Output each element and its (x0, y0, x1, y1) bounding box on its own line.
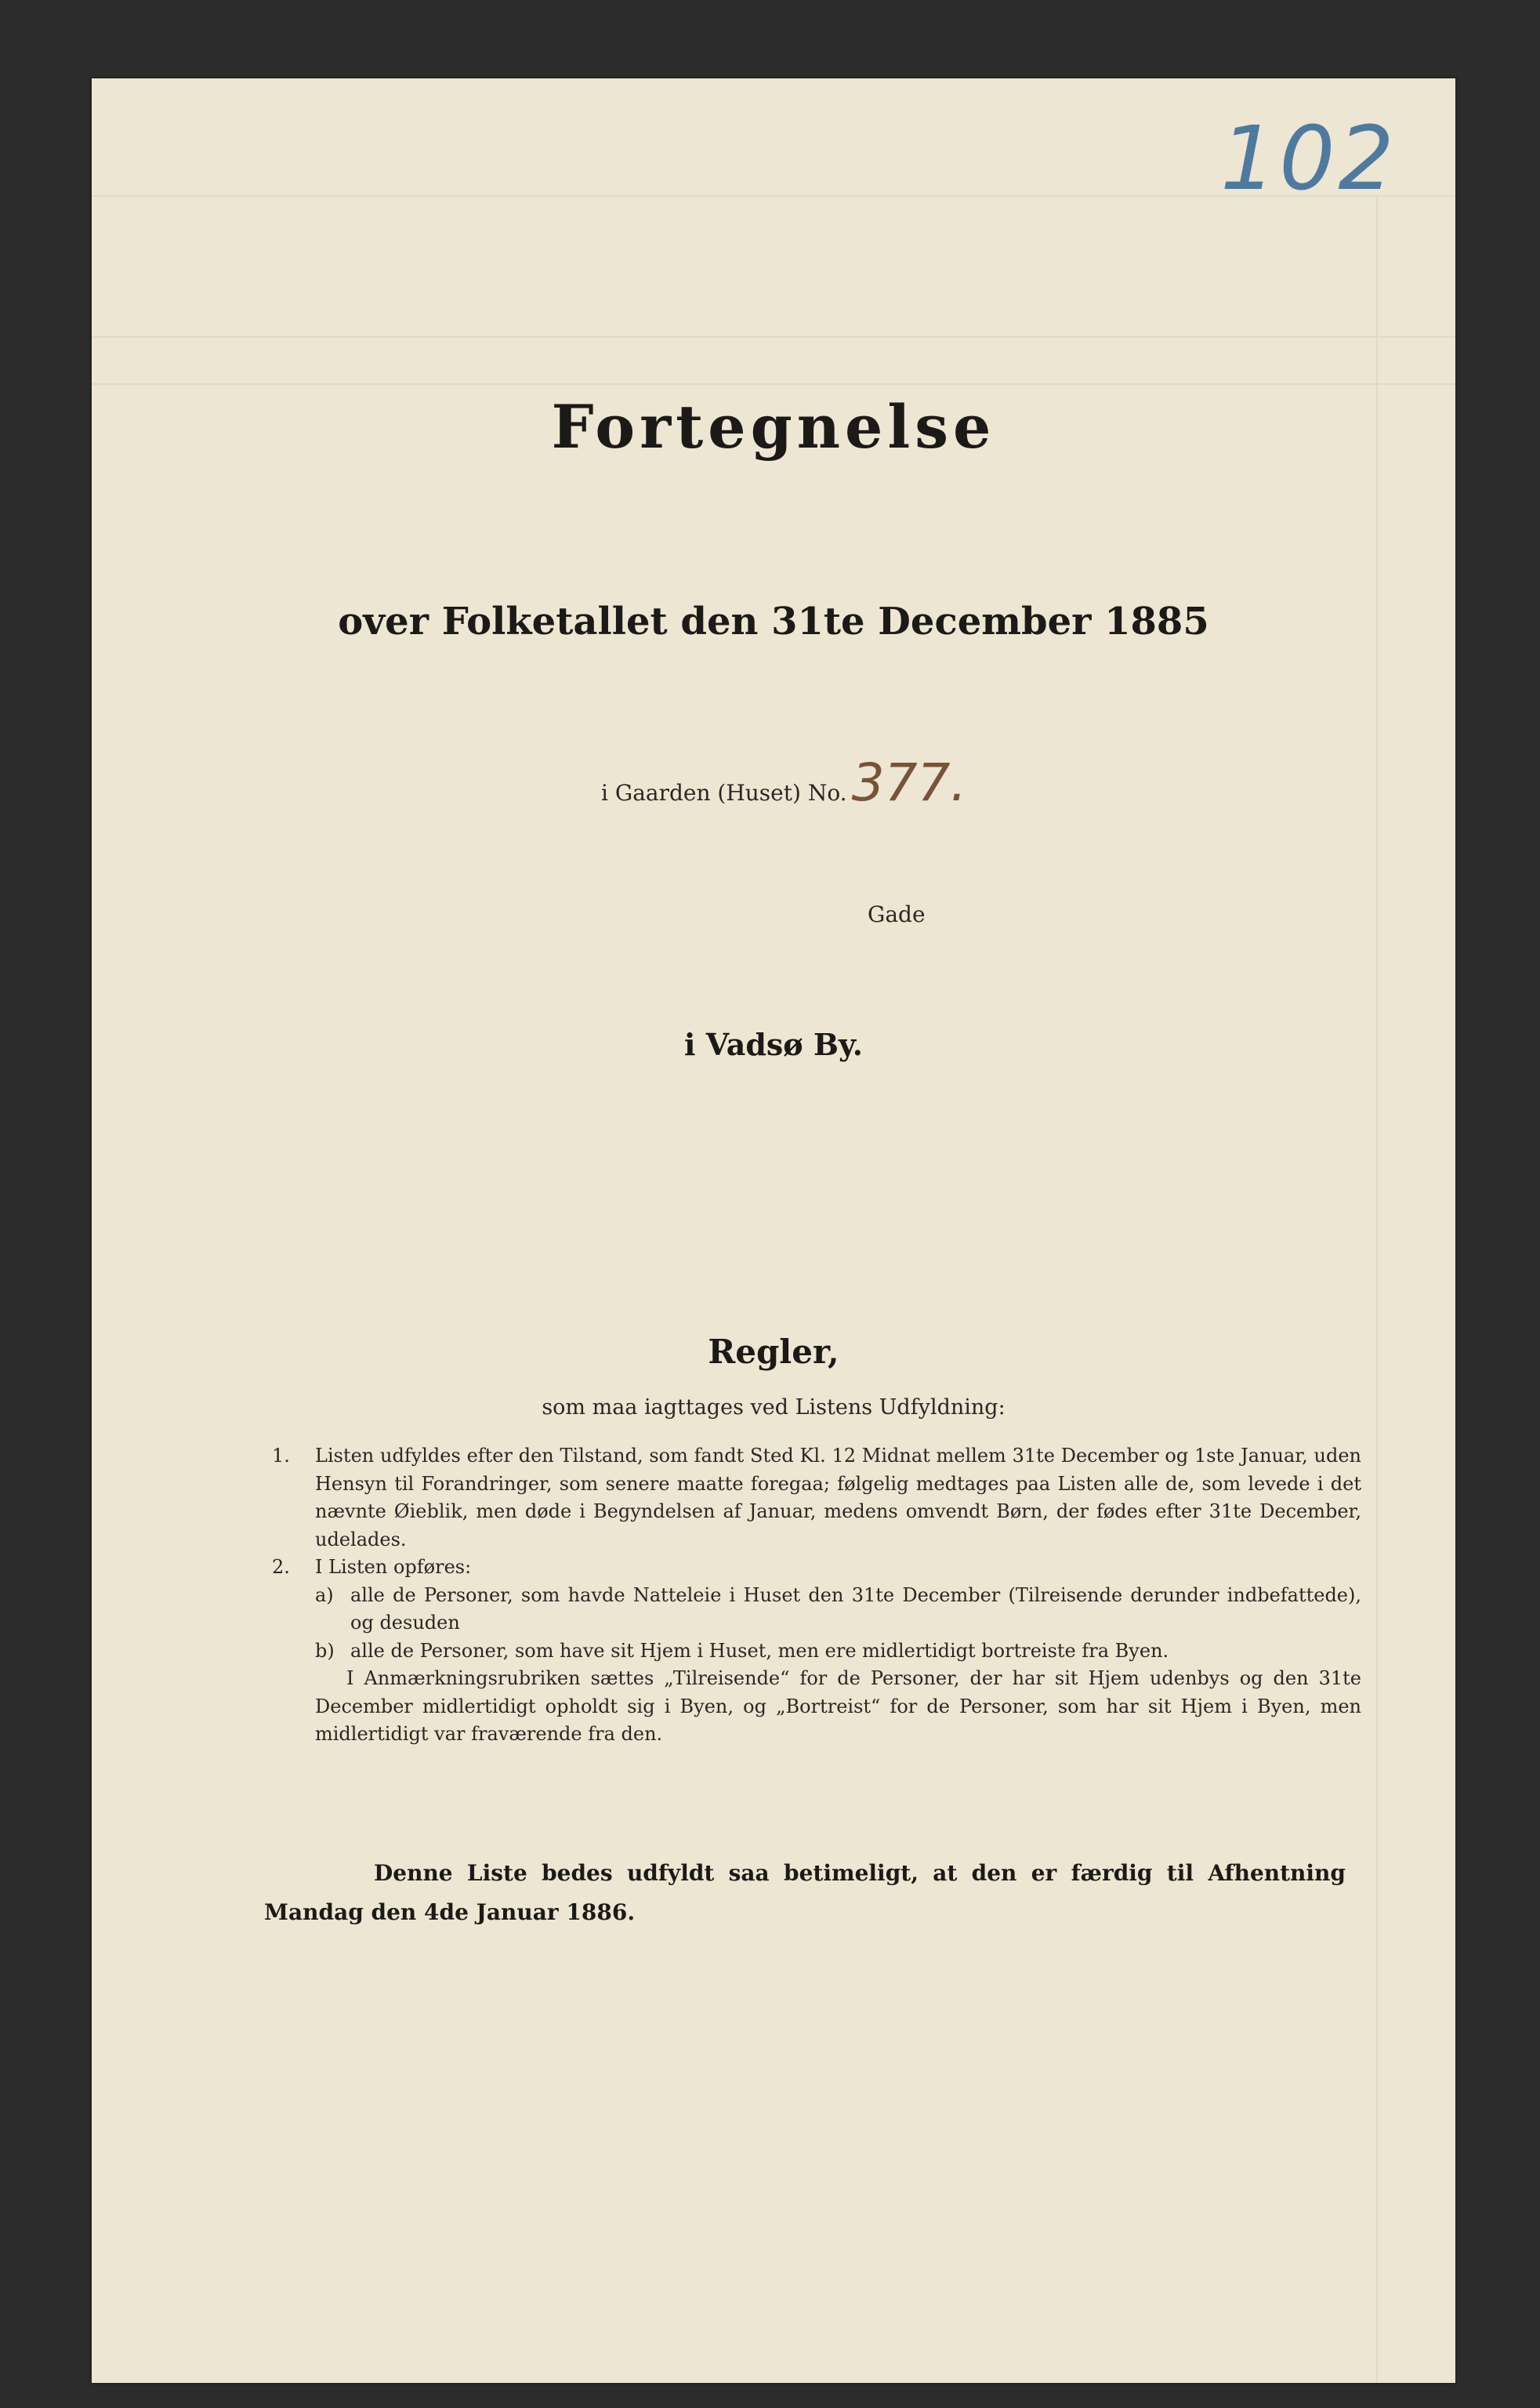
page-number: 102 (1220, 108, 1397, 210)
rule-number: 1. (272, 1445, 290, 1467)
rule-item (272, 1554, 1361, 1582)
sub-rule-text: alle de Personer, som have sit Hjem i Huset, men ere midlertidigt bortreiste fra Byen. (350, 1639, 1169, 1662)
rules-list (272, 1442, 1361, 1749)
closing-instruction: Denne Liste bedes udfyldt saa betimeligt, at den er færdig til Afhentning Mandag den 4de Januar 1886. (264, 1860, 1346, 1925)
rules-heading: Regler, (708, 1333, 839, 1371)
rule-text: Listen udfyldes efter den Tilstand, som fandt Sted Kl. 12 Midnat mellem 31te December og 1ste Januar, uden Hensyn til Forandringer, som senere maatte foregaa; følgelig medtages paa Listen alle de, som levede i det nævnte Øieblik, men døde i Begyndelsen af Januar, medens omvendt Børn, der fødes efter 31te December, udelades. (315, 1445, 1361, 1550)
rules-intro: som maa iagttages ved Listens Udfyldning: (542, 1395, 1006, 1420)
sub-rule-item (315, 1582, 1361, 1637)
rule-item (272, 1442, 1361, 1554)
rule-number: 2. (272, 1556, 290, 1578)
document-subtitle: over Folketallet den 31te December 1885 (338, 600, 1209, 644)
sub-rule-letter: b) (315, 1639, 335, 1662)
document-title: Fortegnelse (551, 392, 996, 462)
rule-text: I Listen opføres: (315, 1556, 472, 1578)
house-number-value: 377. (851, 752, 967, 813)
town-name: i Vadsø By. (684, 1027, 863, 1062)
house-number-label: i Gaarden (Huset) No. (601, 780, 847, 806)
sub-rule-item (315, 1637, 1361, 1666)
street-label: Gade (868, 901, 926, 927)
house-number-line (601, 752, 967, 813)
remarks-note: I Anmærkningsrubriken sættes „Tilreisende“ for de Personer, der har sit Hjem udenbys og den 31te December midlertidigt opholdt sig i Byen, og „Bortreist“ for de Personer, som har sit Hjem i Byen, men midlertidigt var fraværende fra den. (315, 1667, 1361, 1745)
sub-rule-text: alle de Personer, som havde Natteleie i Huset den 31te December (Tilreisende derunder indbefattede), og desuden (350, 1583, 1361, 1634)
sub-rule-letter: a) (315, 1583, 334, 1606)
document-page (92, 78, 1455, 2383)
